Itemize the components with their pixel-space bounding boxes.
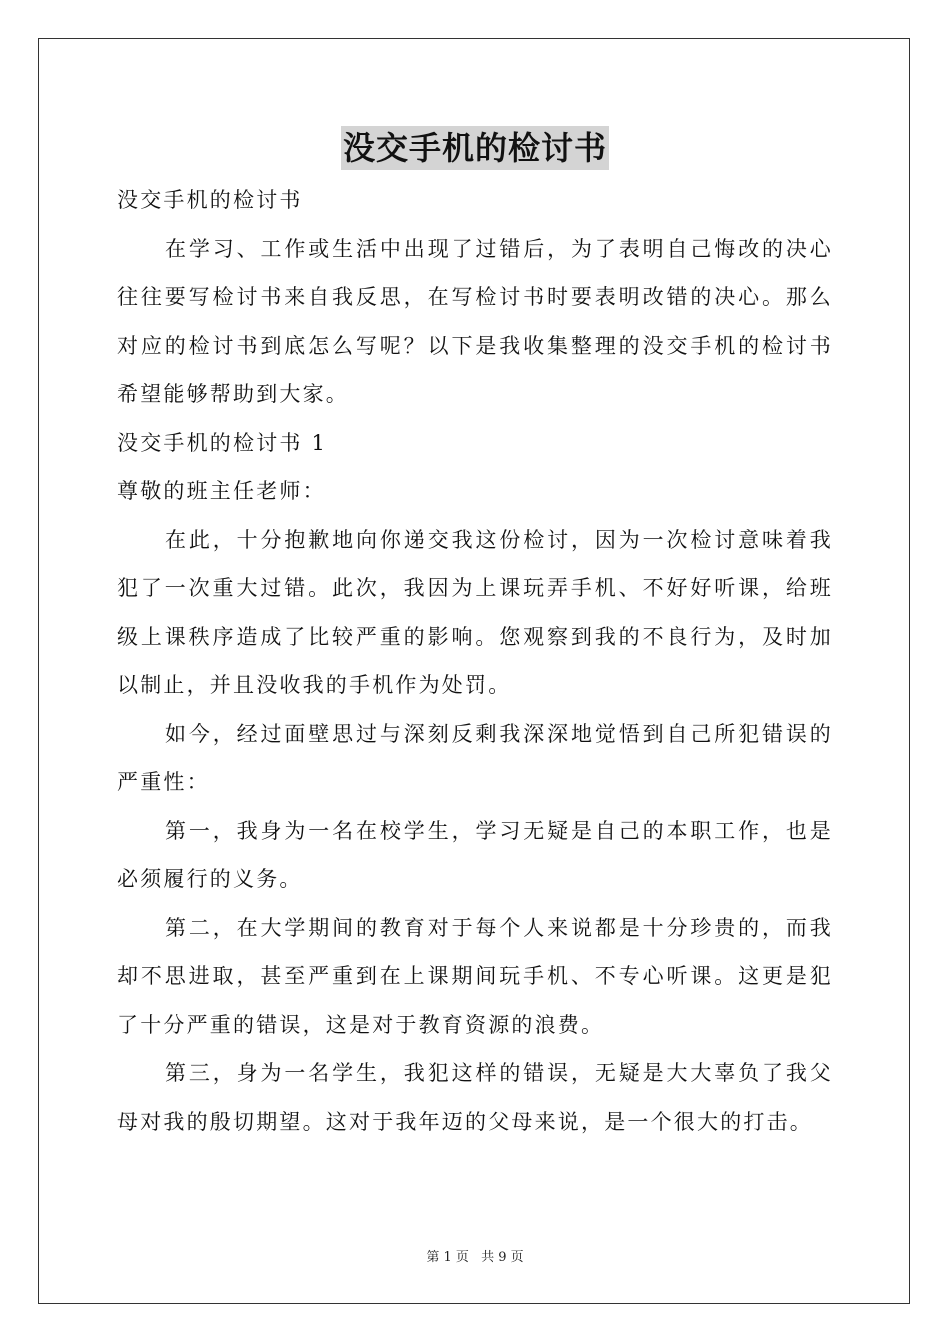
- body-paragraph-4: 第二，在大学期间的教育对于每个人来说都是十分珍贵的，而我却不思进取，甚至严重到在上课期间玩手机、不专心听课。这更是犯了十分严重的错误，这是对于教育资源的浪费。: [117, 915, 833, 1037]
- salutation: 尊敬的班主任老师：: [117, 479, 326, 503]
- document-subtitle: 没交手机的检讨书: [117, 188, 303, 212]
- page-number: 第 1 页: [426, 1250, 469, 1265]
- document-title-wrapper: [0, 126, 950, 170]
- document-title: 没交手机的检讨书: [341, 126, 609, 170]
- page-footer: [0, 1246, 950, 1265]
- body-paragraph-2: 如今，经过面壁思过与深刻反剩我深深地觉悟到自己所犯错误的严重性：: [117, 721, 833, 794]
- intro-paragraph: 在学习、工作或生活中出现了过错后，为了表明自己悔改的决心往往要写检讨书来自我反思，在写检讨书时要表明改错的决心。那么对应的检讨书到底怎么写呢？以下是我收集整理的没交手机的检讨书希望能够帮助到大家。: [117, 236, 833, 406]
- document-body: [117, 176, 833, 1146]
- body-paragraph-5: 第三，身为一名学生，我犯这样的错误，无疑是大大辜负了我父母对我的殷切期望。这对于我年迈的父母来说，是一个很大的打击。: [117, 1061, 833, 1134]
- body-paragraph-3: 第一，我身为一名在校学生，学习无疑是自己的本职工作，也是必须履行的义务。: [117, 818, 833, 891]
- page-total: 共 9 页: [481, 1250, 524, 1265]
- body-paragraph-1: 在此，十分抱歉地向你递交我这份检讨，因为一次检讨意味着我犯了一次重大过错。此次，我因为上课玩弄手机、不好好听课，给班级上课秩序造成了比较严重的影响。您观察到我的不良行为，及时加以制止，并且没收我的手机作为处罚。: [117, 527, 833, 697]
- section-heading: 没交手机的检讨书 1: [117, 430, 328, 455]
